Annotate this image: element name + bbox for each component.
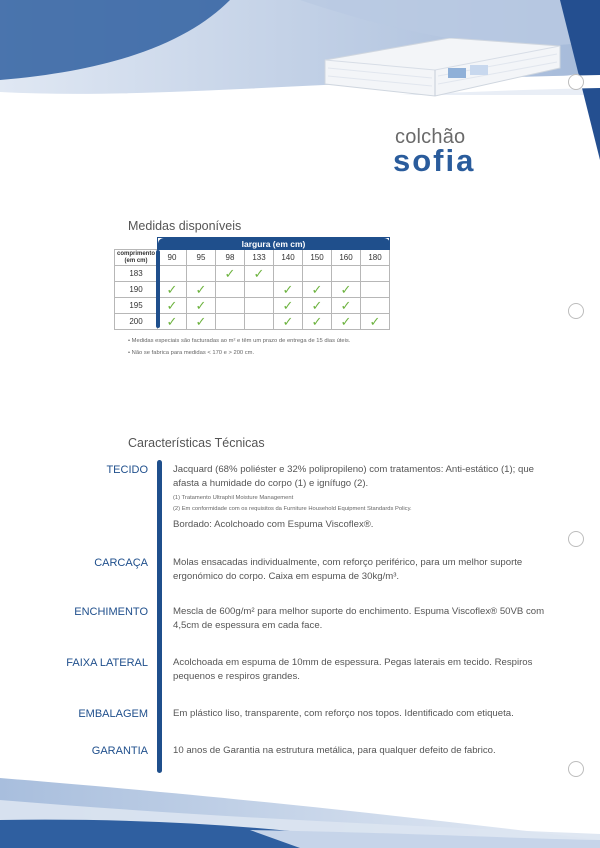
- available-check-icon: ✓: [187, 314, 216, 330]
- text-faixa-lateral: Acolchoada em espuma de 10mm de espessura. Pegas laterais em tecido. Respiros pequenos e respiros grandes.: [173, 657, 533, 682]
- width-value: 133: [245, 250, 274, 266]
- text-tecido: Jacquard (68% poliéster e 32% polipropileno) com tratamentos: Anti-estático (1); que afasta a humidade do corpo (1) e ignífugo (2).: [173, 464, 535, 489]
- label-faixa-lateral: FAIXA LATERAL: [66, 657, 148, 669]
- footnote-2: (2) Em conformidade com os requisitos da Furniture Household Equipment Standards Policy.: [173, 506, 412, 512]
- available-check-icon: ✓: [274, 314, 303, 330]
- available-check-icon: ✓: [158, 282, 187, 298]
- empty-cell: [245, 314, 274, 330]
- text-enchimento: Mescla de 600g/m² para melhor suporte do enchimento. Espuma Viscoflex® 50VB com 4,5cm de espessura em cada face.: [173, 606, 545, 631]
- empty-cell: [303, 266, 332, 282]
- length-value: 190: [115, 282, 158, 298]
- empty-cell: [216, 298, 245, 314]
- available-check-icon: ✓: [332, 298, 361, 314]
- size-note-text: Não se fabrica para medidas < 170 e > 200 cm.: [131, 350, 255, 356]
- characteristics-accent-bar: [157, 460, 162, 773]
- text-carcaca: Molas ensacadas individualmente, com reforço periférico, para um melhor suporte ergonómico do corpo. Caixa em espuma de 30kg/m³.: [173, 557, 523, 582]
- empty-cell: [361, 298, 390, 314]
- width-value: 160: [332, 250, 361, 266]
- width-value: 95: [187, 250, 216, 266]
- empty-cell: [245, 282, 274, 298]
- text-embalagem: Em plástico liso, transparente, com reforço nos topos. Identificado com etiqueta.: [173, 708, 514, 719]
- available-check-icon: ✓: [303, 314, 332, 330]
- table-accent-bar: [156, 250, 160, 328]
- width-value: 98: [216, 250, 245, 266]
- text-bordado: Bordado: Acolchoado com Espuma Viscoflex®.: [173, 519, 374, 530]
- empty-cell: [158, 266, 187, 282]
- width-header: largura (em cm): [158, 238, 390, 250]
- available-check-icon: ✓: [158, 298, 187, 314]
- width-value: 140: [274, 250, 303, 266]
- available-check-icon: ✓: [187, 298, 216, 314]
- width-value: 150: [303, 250, 332, 266]
- available-check-icon: ✓: [361, 314, 390, 330]
- mattress-image: [320, 38, 565, 100]
- available-check-icon: ✓: [245, 266, 274, 282]
- available-check-icon: ✓: [332, 314, 361, 330]
- length-header: comprimento (em cm): [115, 250, 158, 266]
- size-note-text: Medidas especiais são facturadas ao m² e têm um prazo de entrega de 15 dias úteis.: [131, 338, 351, 344]
- width-value: 90: [158, 250, 187, 266]
- binder-hole: [568, 531, 584, 547]
- empty-cell: [361, 282, 390, 298]
- available-check-icon: ✓: [274, 282, 303, 298]
- available-check-icon: ✓: [274, 298, 303, 314]
- product-title: sofia: [393, 143, 476, 178]
- width-value: 180: [361, 250, 390, 266]
- available-check-icon: ✓: [187, 282, 216, 298]
- empty-cell: [187, 266, 216, 282]
- label-tecido: TECIDO: [106, 464, 148, 476]
- size-note: • Medidas especiais são facturadas ao m² e têm um prazo de entrega de 15 dias úteis.: [128, 338, 351, 344]
- length-value: 200: [115, 314, 158, 330]
- available-check-icon: ✓: [303, 298, 332, 314]
- available-check-icon: ✓: [303, 282, 332, 298]
- characteristics-heading: Características Técnicas: [128, 436, 265, 450]
- sizes-heading: Medidas disponíveis: [128, 219, 242, 233]
- label-garantia: GARANTIA: [91, 745, 148, 757]
- size-note: • Não se fabrica para medidas < 170 e > 200 cm.: [128, 350, 255, 356]
- empty-cell: [216, 282, 245, 298]
- footer-wave-graphic: [0, 770, 600, 848]
- binder-hole: [568, 303, 584, 319]
- empty-cell: [361, 266, 390, 282]
- binder-hole: [568, 74, 584, 90]
- available-check-icon: ✓: [216, 266, 245, 282]
- label-carcaca: CARCAÇA: [94, 557, 148, 569]
- empty-cell: [216, 314, 245, 330]
- label-embalagem: EMBALAGEM: [78, 708, 148, 720]
- empty-cell: [245, 298, 274, 314]
- label-enchimento: ENCHIMENTO: [74, 606, 148, 618]
- available-check-icon: ✓: [158, 314, 187, 330]
- footnote-1: (1) Tratamento Ultraphil Moisture Management: [173, 495, 294, 501]
- available-check-icon: ✓: [332, 282, 361, 298]
- product-subtitle: colchão: [395, 126, 466, 148]
- length-value: 183: [115, 266, 158, 282]
- length-value: 195: [115, 298, 158, 314]
- empty-cell: [332, 266, 361, 282]
- empty-cell: [274, 266, 303, 282]
- text-garantia: 10 anos de Garantia na estrutura metálica, para qualquer defeito de fabrico.: [173, 745, 496, 756]
